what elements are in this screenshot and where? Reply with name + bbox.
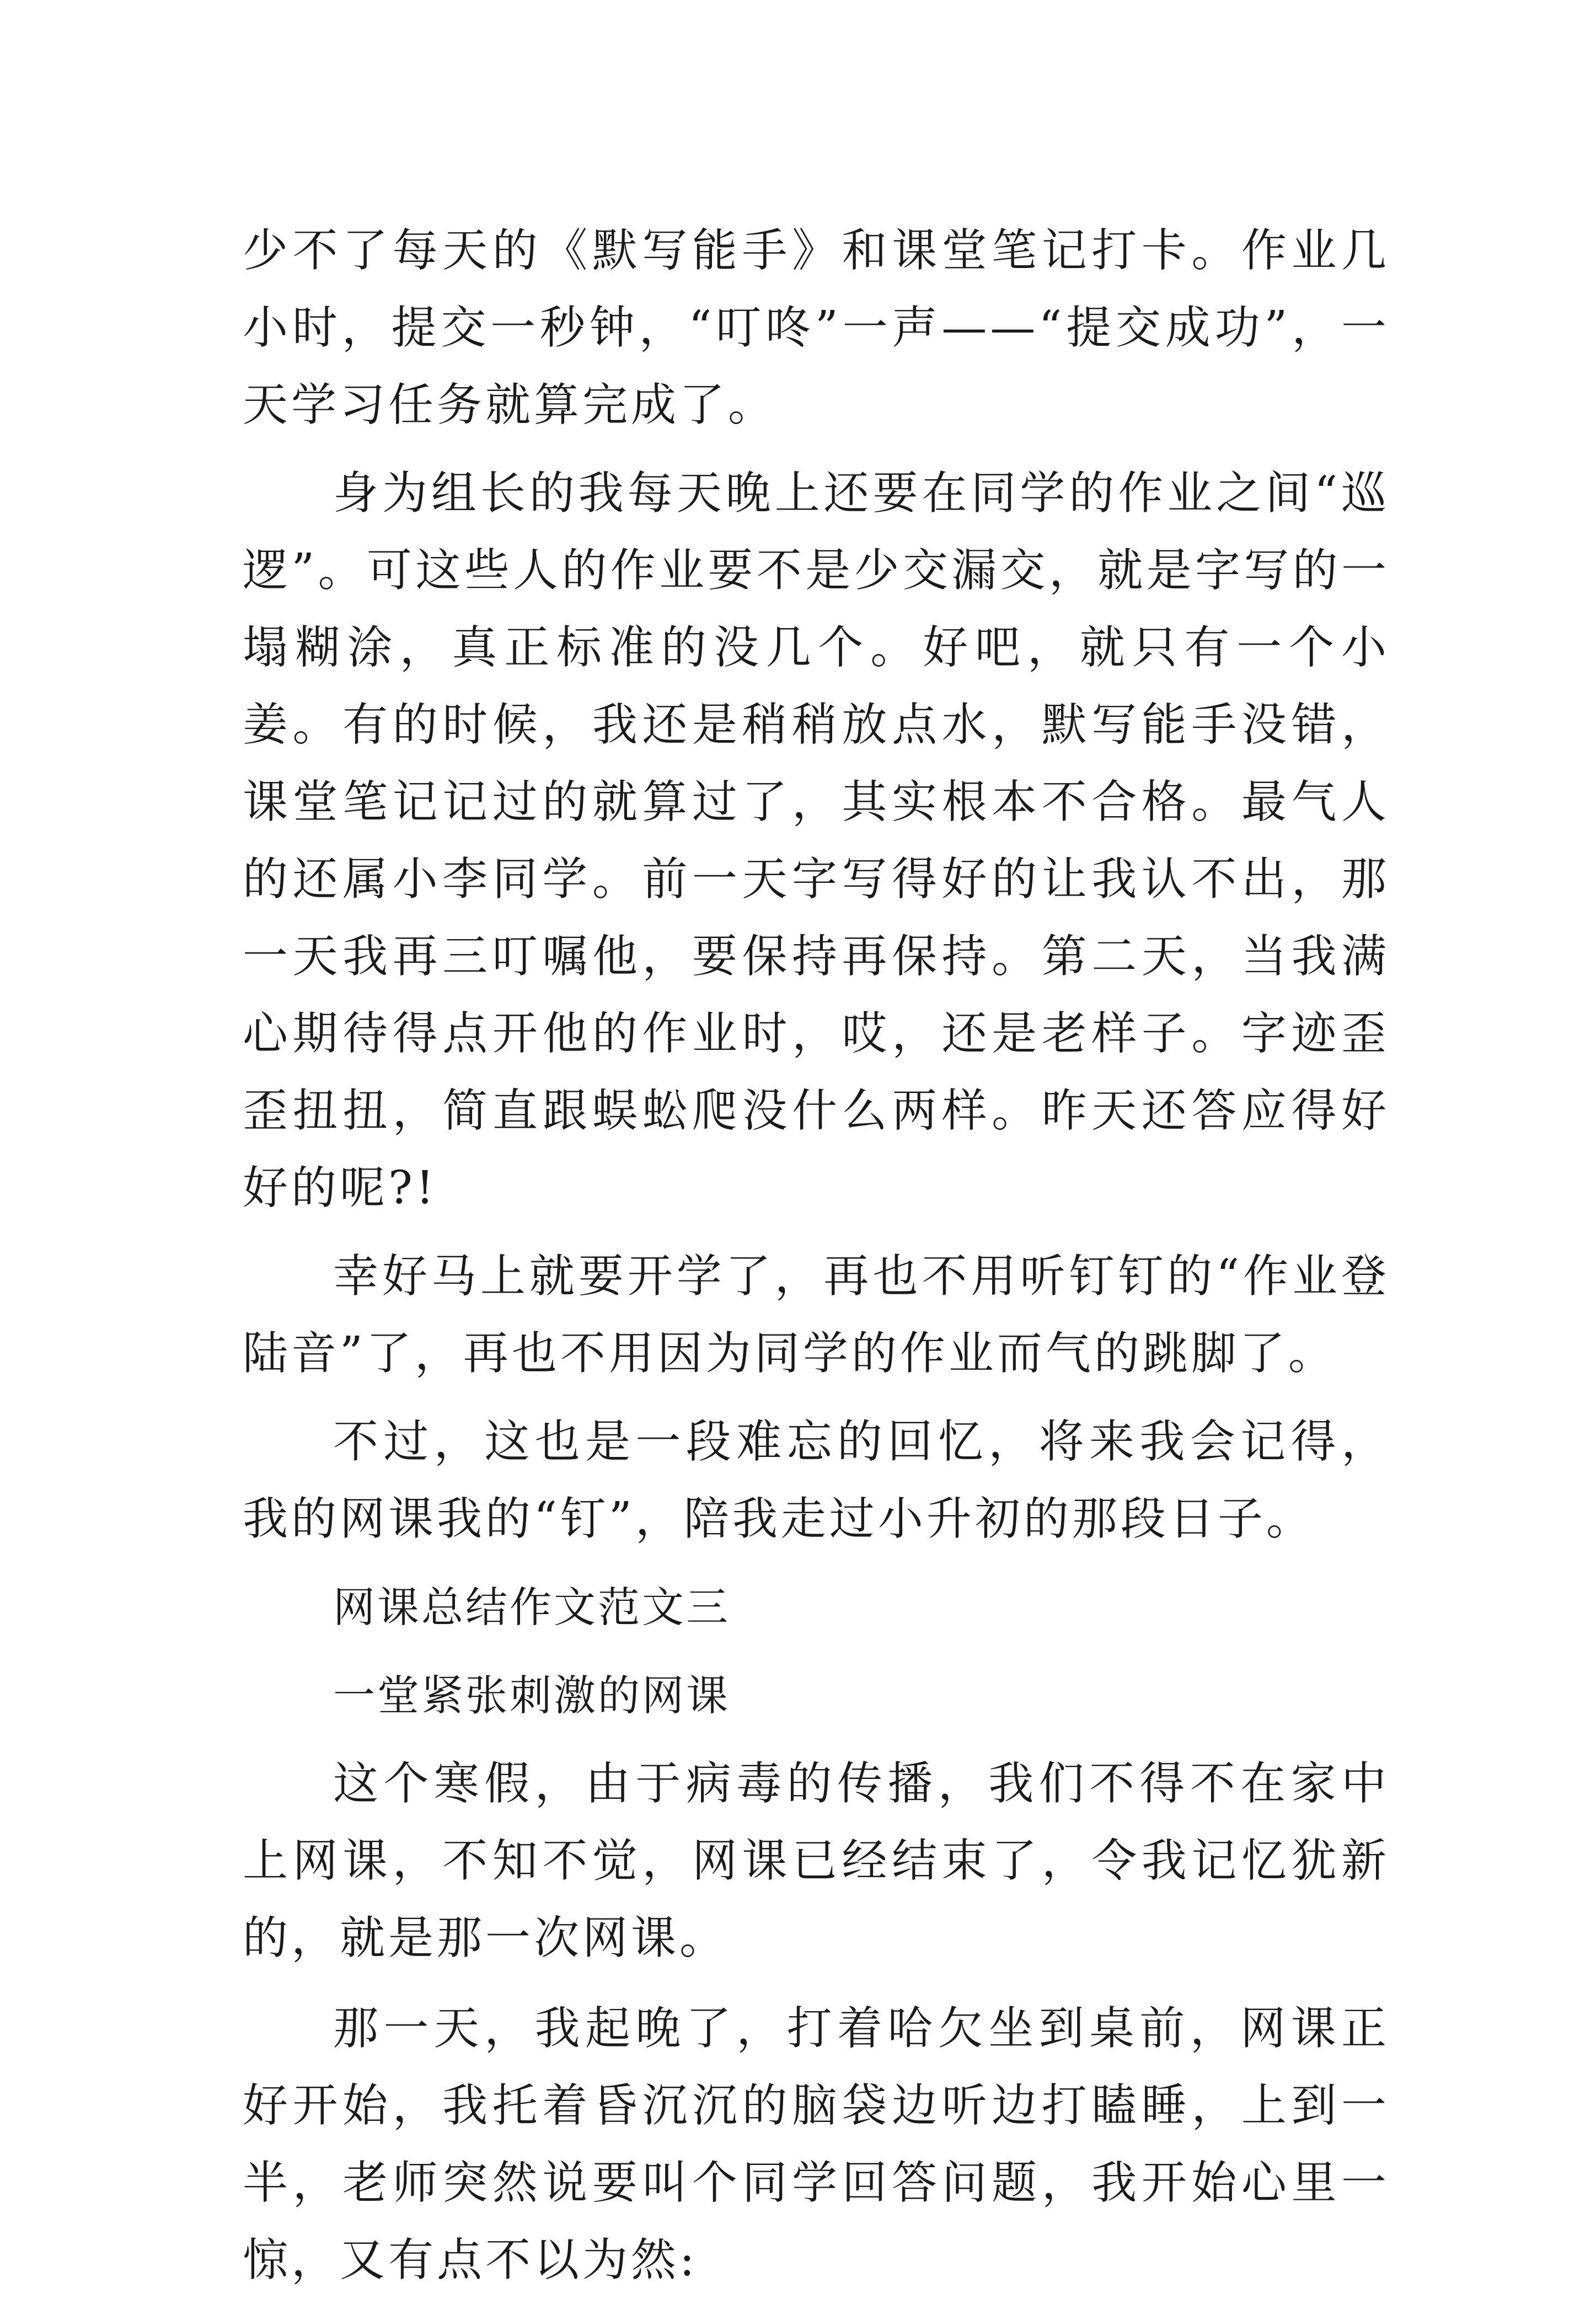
document-body — [243, 212, 1390, 2299]
paragraph-school-starting: 幸好马上就要开学了，再也不用听钉钉的“作业登陆音”了，再也不用因为同学的作业而气的跳脚了。 — [243, 1250, 1390, 1380]
paragraph-group-leader: 身为组长的我每天晚上还要在同学的作业之间“巡逻”。可这些人的作业要不是少交漏交，就是字写的一塌糊涂，真正标准的没几个。好吧，就只有一个小姜。有的时候，我还是稍稍放点水，默写能手没错，课堂笔记记过的就算过了，其实根本不合格。最气人的还属小李同学。前一天字写得好的让我认不出，那一天我再三叮嘱他，要保持再保持。第二天，当我满心期待得点开他的作业时，哎，还是老样子。字迹歪歪扭扭，简直跟蜈蚣爬没什么两样。昨天还答应得好好的呢?! — [243, 467, 1390, 1214]
paragraph-homework-checkin: 少不了每天的《默写能手》和课堂笔记打卡。作业几小时，提交一秒钟，“叮咚”一声——“提交成功”，一天学习任务就算完成了。 — [243, 224, 1390, 431]
section-heading: 网课总结作文范文三 — [333, 1583, 730, 1632]
paragraph-winter-break: 这个寒假，由于病毒的传播，我们不得不在家中上网课，不知不觉，网课已经结束了，令我记忆犹新的，就是那一次网课。 — [243, 1757, 1390, 1964]
paragraph-that-day: 那一天，我起晚了，打着哈欠坐到桌前，网课正好开始，我托着昏沉沉的脑袋边听边打瞌睡，上到一半，老师突然说要叫个同学回答问题，我开始心里一惊，又有点不以为然: — [243, 2002, 1390, 2286]
essay-title: 一堂紧张刺激的网课 — [333, 1671, 730, 1720]
paragraph-memory: 不过，这也是一段难忘的回忆，将来我会记得，我的网课我的“钉”，陪我走过小升初的那段日子。 — [243, 1416, 1390, 1545]
